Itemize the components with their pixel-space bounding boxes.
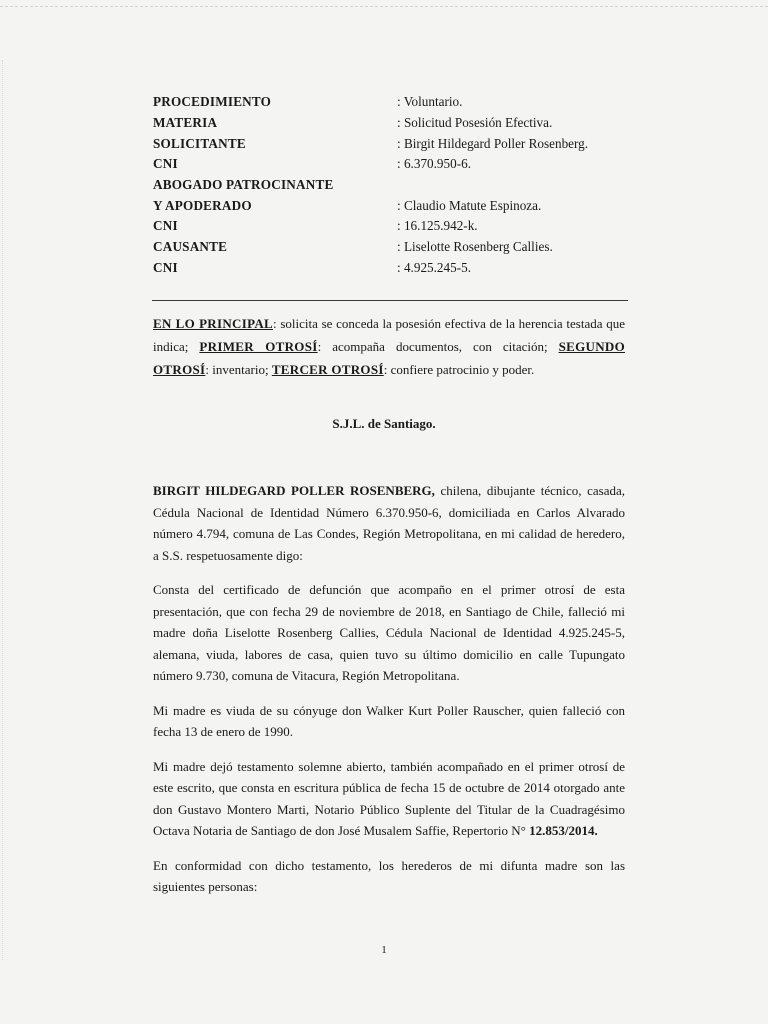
applicant-name: BIRGIT HILDEGARD POLLER ROSENBERG,	[153, 483, 435, 498]
sumilla-segundo-key: SEGUNDO OTROSÍ	[153, 339, 625, 377]
paragraph-text: chilena, dibujante técnico, casada, Cédula Nacional de Identidad Número 6.370.950-6, domiciliada en Carlos Alvarado número 4.794, comuna de Las Condes, Región Metropolitana, en mi calidad de heredero, a S.S. respetuosamente digo:	[153, 483, 625, 563]
sumilla-segundo-text: : inventario;	[205, 362, 272, 377]
header-label: Y APODERADO	[153, 197, 252, 213]
sumilla	[153, 312, 625, 381]
header-value: : Claudio Matute Espinoza.	[397, 197, 542, 213]
repertorio-number: 12.853/2014.	[529, 823, 598, 838]
header-value: : Voluntario.	[397, 94, 463, 110]
header-value: : Birgit Hildegard Poller Rosenberg.	[397, 135, 589, 151]
header-label: ABOGADO PATROCINANTE	[153, 177, 334, 193]
header-value: : 16.125.942-k.	[397, 218, 478, 234]
case-header	[153, 92, 623, 278]
sumilla-tercer-text: : confiere patrocinio y poder.	[383, 362, 535, 377]
separator-rule	[152, 300, 628, 301]
paragraph	[153, 480, 625, 566]
scan-artifact-left	[2, 60, 4, 960]
sumilla-primer-text: : acompaña documentos, con citación;	[317, 339, 559, 354]
paragraph-text: Mi madre dejó testamento solemne abierto, también acompañado en el primer otrosí de este escrito, que consta en escritura pública de fecha 15 de octubre de 2014 otorgado ante don Gustavo Montero Marti, Notario Público Suplente del Titular de la Cuadragésimo Octava Notaria de Santiago de don José Musalem Saffie, Repertorio N°	[153, 758, 625, 838]
header-label: CNI	[153, 218, 178, 234]
header-label: CNI	[153, 259, 178, 275]
paragraph: Consta del certificado de defunción que acompaño en el primer otrosí de esta presentación, que con fecha 29 de noviembre de 2018, en Santiago de Chile, falleció mi madre doña Liselotte Rosenberg Callies, Cédula Nacional de Identidad 4.925.245-5, alemana, viuda, labores de casa, quien tuvo su último domicilio en calle Tupungato número 9.730, comuna de Vitacura, Región Metropolitana.	[153, 582, 625, 683]
header-row	[153, 216, 623, 237]
paragraph: En conformidad con dicho testamento, los herederos de mi difunta madre son las siguientes personas:	[153, 857, 625, 894]
header-value: : Liselotte Rosenberg Callies.	[397, 239, 553, 255]
header-label: SOLICITANTE	[153, 135, 246, 151]
document-body	[153, 480, 625, 911]
header-value: : 6.370.950-6.	[397, 156, 471, 172]
header-row	[153, 258, 623, 279]
header-label: PROCEDIMIENTO	[153, 94, 272, 110]
header-value: : Solicitud Posesión Efectiva.	[397, 115, 553, 131]
header-label: CAUSANTE	[153, 239, 228, 255]
header-row	[153, 154, 623, 175]
paragraph: Mi madre es viuda de su cónyuge don Walker Kurt Poller Rauscher, quien falleció con fecha 13 de enero de 1990.	[153, 702, 625, 739]
sumilla-tercer-key: TERCER OTROSÍ	[271, 362, 384, 377]
court-heading: S.J.L. de Santiago.	[332, 416, 436, 431]
header-row	[153, 175, 623, 196]
header-value: : 4.925.245-5.	[397, 259, 471, 275]
paragraph	[153, 756, 625, 842]
page-number: 1	[381, 944, 387, 956]
header-row	[153, 237, 623, 258]
header-row	[153, 113, 623, 134]
sumilla-principal-key: EN LO PRINCIPAL	[153, 316, 274, 331]
sumilla-principal-text: : solicita se conceda la posesión efectiva de la herencia testada que indica;	[153, 316, 625, 354]
scan-artifact-top	[0, 6, 768, 8]
header-row	[153, 133, 623, 154]
header-row	[153, 195, 623, 216]
header-row	[153, 92, 623, 113]
header-label: MATERIA	[153, 115, 218, 131]
header-label: CNI	[153, 156, 178, 172]
sumilla-primer-key: PRIMER OTROSÍ	[199, 339, 318, 354]
